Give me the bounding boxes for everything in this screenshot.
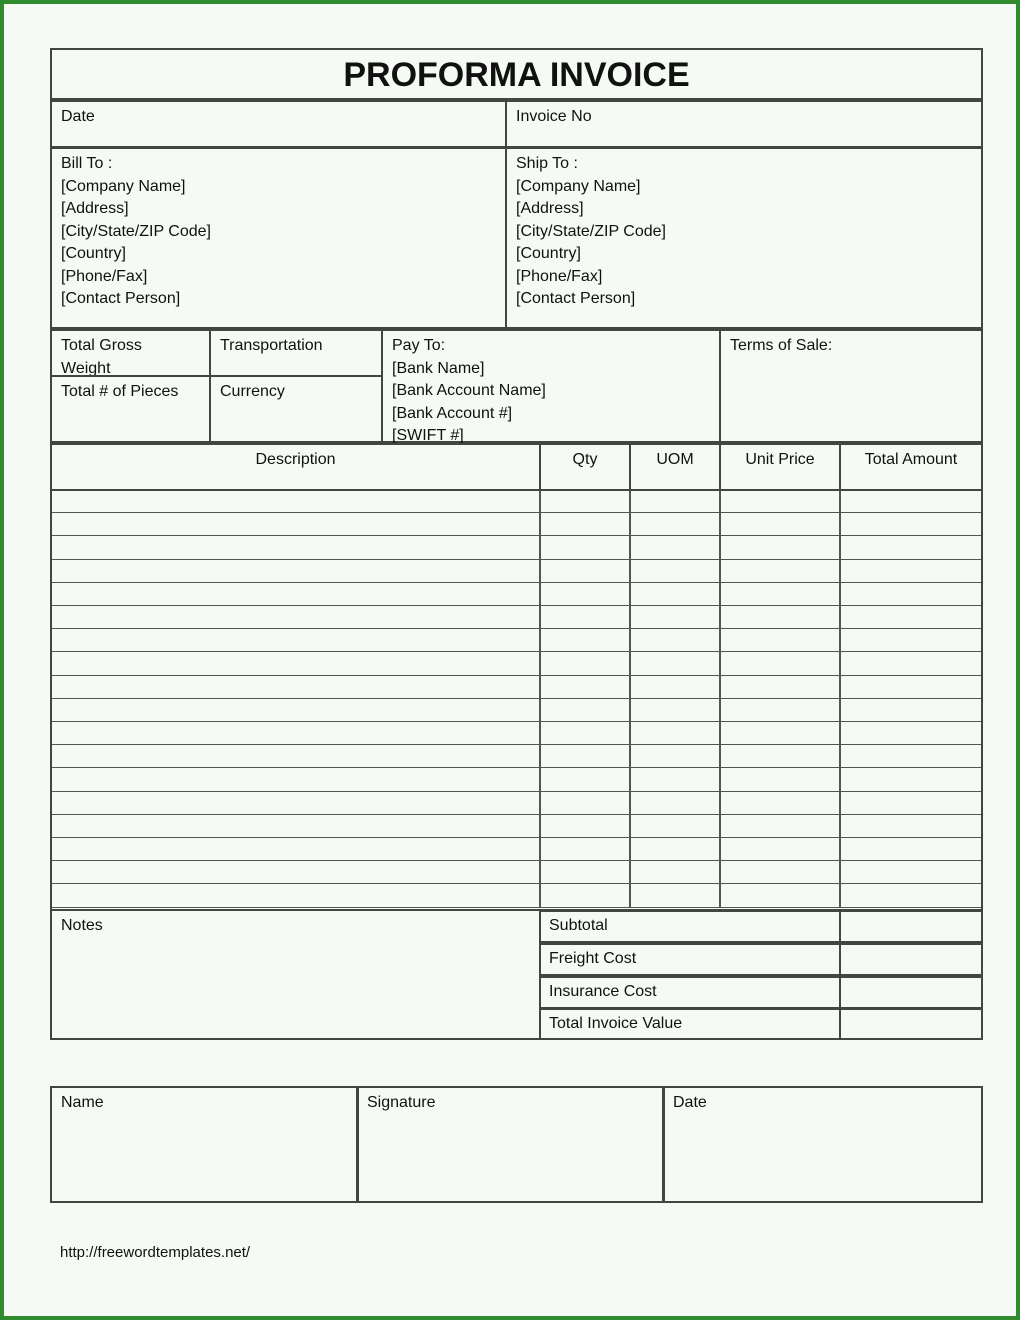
date-field[interactable] bbox=[50, 100, 507, 148]
item-cell[interactable] bbox=[629, 628, 721, 652]
ship-to-phone: [Phone/Fax] bbox=[516, 267, 603, 285]
item-cell[interactable] bbox=[719, 535, 841, 559]
col-header-total-amount bbox=[839, 443, 983, 491]
item-cell[interactable] bbox=[839, 744, 983, 768]
signature-field[interactable] bbox=[356, 1086, 665, 1203]
signoff-date-field[interactable] bbox=[662, 1086, 983, 1203]
item-cell[interactable] bbox=[50, 605, 541, 629]
document-title: PROFORMA INVOICE bbox=[50, 48, 983, 100]
item-cell[interactable] bbox=[629, 883, 721, 907]
item-cell[interactable] bbox=[719, 767, 841, 791]
item-cell[interactable] bbox=[719, 675, 841, 699]
item-cell[interactable] bbox=[839, 767, 983, 791]
pay-to-account-name: [Bank Account Name] bbox=[392, 382, 546, 399]
col-unit-price-label: Unit Price bbox=[745, 451, 815, 468]
item-cell[interactable] bbox=[629, 512, 721, 536]
insurance-cost-label: Insurance Cost bbox=[539, 976, 841, 1009]
item-cell[interactable] bbox=[629, 791, 721, 815]
item-cell[interactable] bbox=[539, 698, 631, 722]
ship-to-city: [City/State/ZIP Code] bbox=[516, 222, 666, 240]
col-qty-label: Qty bbox=[572, 451, 598, 468]
item-cell[interactable] bbox=[629, 721, 721, 745]
item-cell[interactable] bbox=[629, 744, 721, 768]
col-total-amount-label: Total Amount bbox=[864, 451, 958, 468]
item-cell[interactable] bbox=[719, 791, 841, 815]
name-field[interactable] bbox=[50, 1086, 359, 1203]
item-cell[interactable] bbox=[50, 744, 541, 768]
item-cell[interactable] bbox=[629, 837, 721, 861]
item-cell[interactable] bbox=[719, 698, 841, 722]
subtotal-value[interactable] bbox=[839, 910, 983, 943]
item-cell[interactable] bbox=[839, 489, 983, 513]
item-cell[interactable] bbox=[50, 489, 541, 513]
item-cell[interactable] bbox=[539, 883, 631, 907]
col-header-description bbox=[50, 443, 541, 491]
item-cell[interactable] bbox=[50, 837, 541, 861]
item-cell[interactable] bbox=[50, 883, 541, 907]
item-cell[interactable] bbox=[539, 512, 631, 536]
item-cell[interactable] bbox=[629, 860, 721, 884]
item-cell[interactable] bbox=[50, 628, 541, 652]
footer-url[interactable]: http://freewordtemplates.net/ bbox=[60, 1244, 251, 1261]
ship-to-label: Ship To : bbox=[516, 155, 578, 172]
name-label: Name bbox=[61, 1094, 104, 1111]
item-cell[interactable] bbox=[539, 837, 631, 861]
item-cell[interactable] bbox=[539, 628, 631, 652]
bill-to-city: [City/State/ZIP Code] bbox=[61, 222, 211, 240]
bill-to-phone: [Phone/Fax] bbox=[61, 267, 148, 285]
item-cell[interactable] bbox=[539, 535, 631, 559]
pieces-label: Total # of Pieces bbox=[61, 383, 179, 400]
item-cell[interactable] bbox=[50, 860, 541, 884]
total-invoice-value-label: Total Invoice Value bbox=[539, 1008, 841, 1040]
item-cell[interactable] bbox=[629, 559, 721, 583]
item-cell[interactable] bbox=[539, 489, 631, 513]
item-cell[interactable] bbox=[539, 721, 631, 745]
pay-to-swift: [SWIFT #] bbox=[392, 427, 464, 444]
item-cell[interactable] bbox=[50, 582, 541, 606]
item-cell[interactable] bbox=[629, 675, 721, 699]
signoff-date-label: Date bbox=[673, 1094, 707, 1111]
invoice-no-label: Invoice No bbox=[516, 108, 592, 125]
currency-field[interactable] bbox=[209, 375, 383, 443]
item-cell[interactable] bbox=[719, 883, 841, 907]
currency-label: Currency bbox=[220, 383, 285, 400]
item-cell[interactable] bbox=[839, 559, 983, 583]
item-cell[interactable] bbox=[50, 512, 541, 536]
item-cell[interactable] bbox=[839, 628, 983, 652]
item-cell[interactable] bbox=[539, 559, 631, 583]
item-cell[interactable] bbox=[539, 582, 631, 606]
notes-label: Notes bbox=[61, 917, 103, 934]
item-cell[interactable] bbox=[839, 512, 983, 536]
item-cell[interactable] bbox=[839, 883, 983, 907]
item-cell[interactable] bbox=[629, 489, 721, 513]
ship-to-address: [Address] bbox=[516, 200, 584, 217]
col-description-label: Description bbox=[255, 451, 336, 468]
pay-to-account-number: [Bank Account #] bbox=[392, 404, 513, 422]
item-cell[interactable] bbox=[629, 605, 721, 629]
terms-label: Terms of Sale: bbox=[730, 337, 833, 354]
freight-cost-label: Freight Cost bbox=[539, 943, 841, 976]
item-cell[interactable] bbox=[839, 582, 983, 606]
item-cell[interactable] bbox=[719, 605, 841, 629]
gross-weight-label-2: Weight bbox=[61, 359, 111, 377]
bill-to-address: [Address] bbox=[61, 200, 129, 217]
item-cell[interactable] bbox=[50, 535, 541, 559]
item-cell[interactable] bbox=[539, 791, 631, 815]
transportation-field[interactable] bbox=[209, 329, 383, 377]
item-cell[interactable] bbox=[50, 767, 541, 791]
bill-to-label: Bill To : bbox=[61, 155, 113, 172]
item-cell[interactable] bbox=[629, 535, 721, 559]
bill-to-block[interactable] bbox=[50, 147, 507, 329]
item-cell[interactable] bbox=[629, 767, 721, 791]
item-cell[interactable] bbox=[539, 605, 631, 629]
item-cell[interactable] bbox=[539, 675, 631, 699]
date-label: Date bbox=[61, 108, 95, 125]
item-cell[interactable] bbox=[539, 744, 631, 768]
bill-to-country: [Country] bbox=[61, 245, 126, 262]
subtotal-label: Subtotal bbox=[539, 910, 841, 943]
item-cell[interactable] bbox=[839, 814, 983, 838]
item-cell[interactable] bbox=[539, 767, 631, 791]
pay-to-bank-name: [Bank Name] bbox=[392, 359, 485, 377]
freight-cost-value[interactable] bbox=[839, 943, 983, 976]
item-cell[interactable] bbox=[50, 721, 541, 745]
item-cell[interactable] bbox=[719, 744, 841, 768]
item-cell[interactable] bbox=[719, 489, 841, 513]
pay-to-block[interactable] bbox=[381, 329, 721, 443]
ship-to-contact: [Contact Person] bbox=[516, 290, 636, 307]
item-cell[interactable] bbox=[50, 698, 541, 722]
item-cell[interactable] bbox=[839, 605, 983, 629]
item-cell[interactable] bbox=[839, 837, 983, 861]
gross-weight-field[interactable] bbox=[50, 329, 211, 377]
item-cell[interactable] bbox=[839, 675, 983, 699]
col-uom-label: UOM bbox=[656, 451, 694, 468]
item-cell[interactable] bbox=[539, 860, 631, 884]
item-cell[interactable] bbox=[50, 559, 541, 583]
item-cell[interactable] bbox=[719, 651, 841, 675]
col-header-qty bbox=[539, 443, 631, 491]
item-cell[interactable] bbox=[839, 535, 983, 559]
ship-to-country: [Country] bbox=[516, 245, 581, 262]
item-cell[interactable] bbox=[719, 628, 841, 652]
total-invoice-value-value[interactable] bbox=[839, 1008, 983, 1040]
invoice-no-field[interactable] bbox=[505, 100, 983, 148]
item-cell[interactable] bbox=[539, 814, 631, 838]
col-header-unit-price bbox=[719, 443, 841, 491]
item-cell[interactable] bbox=[839, 791, 983, 815]
item-cell[interactable] bbox=[719, 721, 841, 745]
item-cell[interactable] bbox=[719, 559, 841, 583]
signature-label: Signature bbox=[367, 1094, 436, 1111]
item-cell[interactable] bbox=[629, 651, 721, 675]
item-cell[interactable] bbox=[839, 721, 983, 745]
item-cell[interactable] bbox=[50, 675, 541, 699]
item-cell[interactable] bbox=[50, 651, 541, 675]
item-cell[interactable] bbox=[539, 651, 631, 675]
item-cell[interactable] bbox=[839, 651, 983, 675]
bill-to-company: [Company Name] bbox=[61, 177, 186, 195]
transportation-label: Transportation bbox=[220, 337, 323, 354]
item-cell[interactable] bbox=[629, 582, 721, 606]
item-cell[interactable] bbox=[50, 814, 541, 838]
bill-to-contact: [Contact Person] bbox=[61, 290, 181, 307]
insurance-cost-value[interactable] bbox=[839, 976, 983, 1009]
ship-to-block[interactable] bbox=[505, 147, 983, 329]
item-cell[interactable] bbox=[629, 698, 721, 722]
notes-field[interactable] bbox=[50, 909, 541, 1040]
pieces-field[interactable] bbox=[50, 375, 211, 443]
item-cell[interactable] bbox=[719, 837, 841, 861]
item-cell[interactable] bbox=[50, 791, 541, 815]
item-cell[interactable] bbox=[719, 512, 841, 536]
item-cell[interactable] bbox=[839, 698, 983, 722]
item-cell[interactable] bbox=[839, 860, 983, 884]
item-cell[interactable] bbox=[719, 814, 841, 838]
item-cell[interactable] bbox=[719, 582, 841, 606]
pay-to-label: Pay To: bbox=[392, 337, 446, 354]
terms-of-sale-field[interactable] bbox=[719, 329, 983, 443]
item-cell[interactable] bbox=[719, 860, 841, 884]
gross-weight-label-1: Total Gross bbox=[61, 337, 142, 354]
col-header-uom bbox=[629, 443, 721, 491]
ship-to-company: [Company Name] bbox=[516, 177, 641, 195]
item-cell[interactable] bbox=[629, 814, 721, 838]
